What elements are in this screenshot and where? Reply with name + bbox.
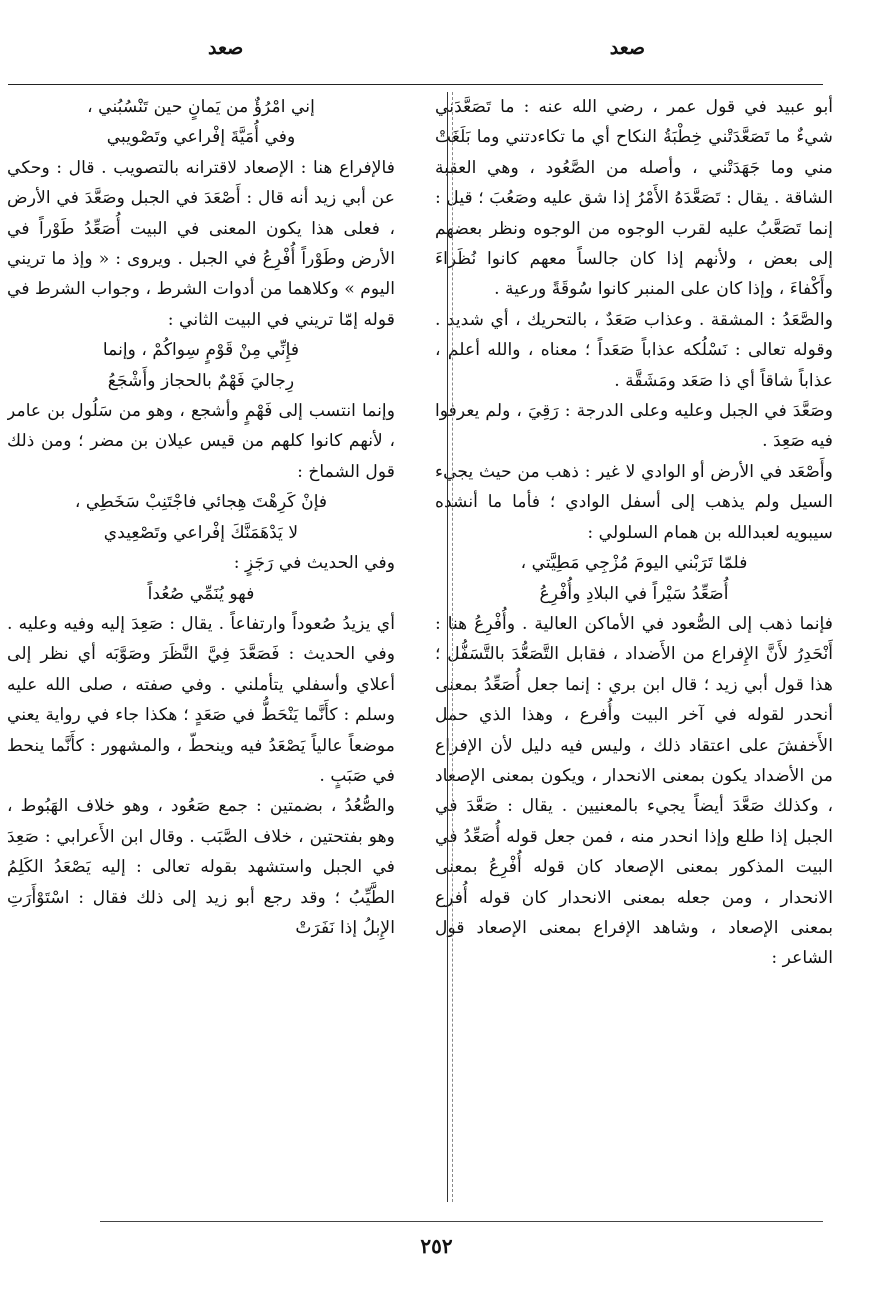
paragraph: والصُّعُدُ ، بضمتين : جمع صَعُود ، وهو خلاف الهَبُوط ، وهو بفتحتين ، خلاف الصَّبَب . وقال ابن الأَعرابي : صَعِدَ في الجبل واستشهد بقوله تعالى : إليه يَصْعَدُ الكَلِمُ الطَّيِّبُ ؛ وقد رجع أبو زيد إلى ذلك فقال : اسْتَوْأَرَتِ الإِبلُ إذا نَفَرَتْ bbox=[7, 796, 395, 938]
paragraph: وفي الحديث في رَجَزٍ : bbox=[233, 553, 395, 574]
header-word-left: صعد bbox=[208, 37, 244, 59]
page-number: ٢٥٢ bbox=[420, 1234, 453, 1258]
paragraph: والصَّعَدُ : المشقة . وعذاب صَعَدٌ ، بالتحريك ، أي شديد . وقوله تعالى : نَسْلُكه عذاباً صَعَداً ؛ معناه ، والله أعلم ، عذاباً شاقاً أي ذا صَعَد ومَشَقَّة . bbox=[435, 309, 833, 391]
verse bbox=[7, 579, 395, 609]
verse bbox=[7, 92, 395, 153]
column-divider bbox=[447, 92, 448, 1202]
left-column bbox=[7, 92, 395, 1202]
footer-rule bbox=[100, 1221, 823, 1222]
verse-line: فهو يُنَمِّي صُعُداً bbox=[147, 583, 255, 604]
verse-line: فإِنِّي مِنْ قَوْمٍ سِواكُمْ ، وإنما bbox=[102, 340, 300, 361]
paragraph: وإنما انتسب إلى فَهْمٍ وأشجع ، وهو من سَلُول بن عامر ، لأنهم كانوا كلهم من قيس عيلان بن مضر ؛ ومن ذلك قول الشماخ : bbox=[7, 401, 395, 482]
verse-line: لا يَدْهَمَنَّكَ إفْراعي وتَصْعِيدي bbox=[103, 522, 299, 543]
paragraph: فإنما ذهب إلى الصُّعود في الأماكن العالية . وأُفْرِعُ هنا : أَنْحَدِرُ لأَنَّ الإِفراع من الأَضداد ، فقابل التَّصَعُّدَ بالتَّسَفُّل ؛ هذا قول أبي زيد ؛ قال ابن بري : إنما جعل أُصَعِّدُ بمعنى أنحدر لقوله في آخر البيت وأُفرع ، وهذا الذي حمل الأَخفشَ على اعتقاد ذلك ، وليس فيه دليل لأن الإفراع من الأضداد يكون بمعنى الانحدار ، ويكون بمعنى الإصعاد ، وكذلك صَعَّدَ أيضاً يجيء بالمعنيين . يقال : صَعَّدَ في الجبل إذا طلع وإذا انحدر منه ، فمن جعل قوله أُصَعِّدُ في البيت المذكور بمعنى الإصعاد كان قوله أُفْرِعُ بمعنى الانحدار ، ومن جعله بمعنى الانحدار كان قوله أُفرع بمعنى الإصعاد ، وشاهد الإفراع بمعنى الإصعاد قول الشاعر : bbox=[435, 613, 833, 969]
verse-line: إني امْرُؤٌ من يَمانٍ حين تَنْسُبُني ، bbox=[87, 97, 315, 117]
verse bbox=[7, 335, 395, 396]
verse-line: فإنْ كَرِهْتَ هِجائي فاجْتَنِبْ سَخَطِي ، bbox=[74, 492, 328, 513]
paragraph: أي يزيدُ صُعوداً وارتفاعاً . يقال : صَعِدَ إليه وفيه وعليه . وفي الحديث : فَصَعَّدَ فِيَّ النَّظَرَ وصَوَّبَه أي نظر إلى أعلاي وأسفلي يتأملني . وفي صفته ، صلى الله عليه وسلم : كأَنَّما يَنْحَطُّ في صَعَدٍ ؛ هكذا جاء في رواية يعني موضعاً عالياً يَصْعَدُ فيه وينحطّ ، والمشهور : كأَنَّما ينحط في صَبَبٍ . bbox=[7, 613, 395, 786]
paragraph: وأَصْعَد في الأرض أو الوادي لا غير : ذهب من حيث يجيء السيل ولم يذهب إلى أسفل الوادي ؛ فأما ما أنشده سيبويه لعبدالله بن همام السلولي : bbox=[435, 461, 833, 543]
verse bbox=[435, 548, 833, 609]
header-rule bbox=[8, 84, 823, 85]
verse-line: رِجاليَ فَهْمٌ بالحجاز وأَشْجَعُ bbox=[107, 370, 295, 391]
verse-line: فلمّا تَرَبْني اليومَ مُزْجِي مَطِيَّتي ، bbox=[520, 553, 748, 574]
verse-line: وفي أُمَيَّةَ إفْراعي وتَصْويبي bbox=[106, 127, 296, 148]
verse bbox=[7, 487, 395, 548]
paragraph: فالإفراع هنا : الإصعاد لاقترانه بالتصويب . قال : وحكي عن أبي زيد أنه قال : أَصْعَدَ في الجبل وصَعَّدَ في الأرض ، فعلى هذا يكون المعنى في البيت أُصَعِّدُ طَوْراً في الأرض وطَوْراً أُفْرِعُ في الجبل . ويروى : « وإذ ما تريني اليوم » وكلاهما من أدوات الشرط ، وجواب الشرط في قوله إمّا تريني في البيت الثاني : bbox=[7, 157, 395, 330]
header-word-right: صعد bbox=[609, 37, 645, 59]
verse-line: أُصَعِّدُ سَيْراً في البلادِ وأُفْرِعُ bbox=[539, 583, 729, 604]
right-column bbox=[435, 92, 833, 1202]
paragraph: وصَعَّدَ في الجبل وعليه وعلى الدرجة : رَقِيَ ، ولم يعرفوا فيه صَعِدَ . bbox=[435, 401, 833, 452]
paragraph: أبو عبيد في قول عمر ، رضي الله عنه : ما تَصَعَّدَني شيءٌ ما تَصَعَّدَتْني خِطْبَةُ النكاح أي ما تكاءدتني وما بَلَغَتْ مني وما جَهَدَتْني ، وأصله من الصَّعُود ، وهي العقبة الشاقة . يقال : تَصَعَّدَهُ الأَمْرُ إذا شق عليه وصَعُبَ ؛ قيل : إنما تَصَعَّبُ عليه لقرب الوجوه من الوجوه ونظر بعضهم إلى بعض ، ولأنهم إذا كان جالساً معهم كانوا نُظَراءَ وأَكْفاءَ ، وإذا كان على المنبر كانوا سُوقَةً ورعية . bbox=[435, 97, 833, 300]
